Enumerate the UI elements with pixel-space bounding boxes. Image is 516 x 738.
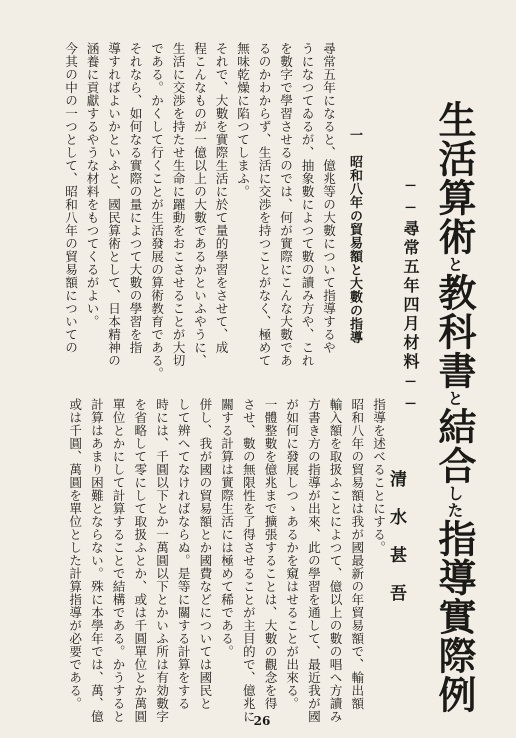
text-line: それなら、如何なる實際の量によつて大數の學習を指 [127,42,143,354]
text-line: させ、數の無限性を了得させることが主目的で、億兆に [240,398,256,723]
article-title [432,100,476,714]
text-line: 導すればよいかといふと、國民算術として、日本精神の [106,42,121,367]
title-particle-3: した [445,485,464,519]
text-line: 一體整數を億兆まで擴張することは、大數の觀念を得 [262,398,278,710]
text-line: 計算はあまり困難とならない。殊に本學年では、萬、億 [88,398,104,723]
text-line: うになつてゐるが、抽象數によつて數の讀み方や、これ [299,42,315,367]
text-line: が如何に發展しつゝあるかを窺はせることが出來る。 [284,398,300,710]
text-line: 程こんなものが一億以上の大數であるかといふやうに、 [192,42,207,367]
text-line: 今其の中の一つとして、昭和八年の貿易額についての [63,42,78,354]
text-line: である。かくして行くことが生活發展の算術教育である。 [149,42,164,380]
text-line: るのかわからず、生活に交渉を持つことがなく、極めて [256,42,272,367]
text-line: 單位とかにして計算することで結構である。かうすると [110,398,126,723]
title-particle-1: と [445,256,464,273]
text-line: 關する計算は實際生活には極めて稀である。 [219,398,235,658]
text-line: 併し、我が國の貿易額とか國費などについては國民と [197,398,213,710]
text-line: 輸入額を取扱ふことによつて、億以上の數の唱へ方讀み [327,398,343,723]
title-particle-2: と [445,390,464,407]
text-line: を數字で學習させるのでは、何が實際にこんな大數であ [278,42,293,367]
text-line: 指導を述べることにする。 [371,398,386,554]
text-line: 生活に交渉を持たせ生命に躍動をおこさせることが大切 [170,42,186,367]
text-line: を省略して零にして取扱ふとか、或は千圓單位とか萬圓 [132,398,148,723]
text-line: 昭和八年の貿易額は我が國最新の年貿易額で、輸出額 [349,398,365,710]
title-part-3: 結合 [432,407,477,485]
article-subtitle: ──尋常五年四月材料── [401,176,420,416]
author-name: 清 水 甚 吾 [386,470,406,603]
title-part-4: 指導實際例 [432,519,477,714]
text-line: それで、大數を實際生活に於て量的學習をさせて、成 [213,42,229,354]
text-line: 時には、千圓以下とか一萬圓以下とかいふ所は有効數字 [154,398,169,723]
page-number: 26 [253,714,271,728]
text-line: 無味乾燥に陷つてしまふ。 [235,42,250,198]
text-line: して辨へてなければならぬ。是等に關する計算をする [175,398,191,710]
title-part-2: 教科書 [432,273,477,390]
text-line: 或は千圓、萬圓を單位とした計算指導が必要である。 [67,398,83,710]
section-heading: 一 昭和八年の貿易額と大數の指導 [347,128,362,344]
title-part-1: 生活算術 [432,100,477,256]
text-line: 尋常五年になると、億兆等の大數について指導するや [321,42,336,354]
text-line: 方書き方の指導が出來、此の學習を通して、最近我が國 [305,398,321,723]
text-line: 涵養に貢獻するやうな材料をもつてくるがよい。 [84,42,100,328]
